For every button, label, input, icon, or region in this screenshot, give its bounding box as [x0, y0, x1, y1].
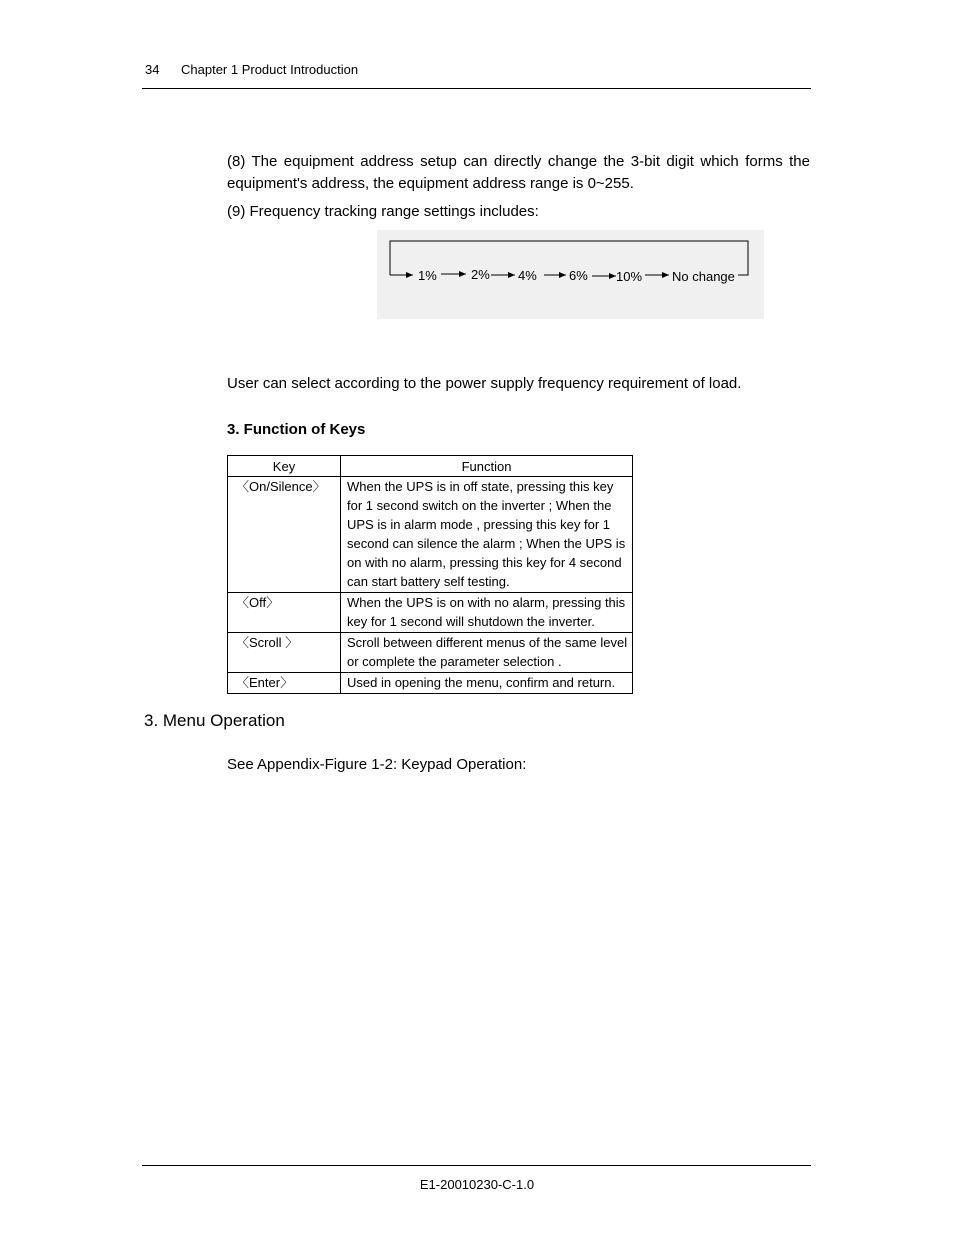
table-header-row [228, 456, 633, 477]
paragraph-frequency-tracking: (9) Frequency tracking range settings includes: [227, 203, 539, 220]
section-heading-function-of-keys: 3. Function of Keys [227, 421, 366, 438]
key-cell-off: 〈Off〉 [228, 593, 341, 633]
option-10-percent: 10% [616, 269, 643, 284]
footer-rule [142, 1165, 811, 1166]
table-row [228, 673, 633, 694]
function-cell: Used in opening the menu, confirm and return. [341, 673, 633, 694]
paragraph-address-setup: (8) The equipment address setup can directly change the 3-bit digit which forms the equipment's address, the equipment address range is 0~255. [227, 153, 810, 192]
key-cell-scroll: 〈Scroll 〉 [228, 633, 341, 673]
table-row [228, 633, 633, 673]
function-cell: Scroll between different menus of the same level or complete the parameter selection . [341, 633, 633, 673]
key-cell-on-silence: 〈On/Silence〉 [228, 477, 341, 593]
frequency-range-diagram [377, 230, 764, 319]
paragraph-select-by-load: User can select according to the power supply frequency requirement of load. [227, 375, 742, 392]
document-code: E1-20010230-C-1.0 [419, 1177, 535, 1192]
page-number: 34 [145, 62, 160, 77]
chapter-title: Chapter 1 Product Introduction [181, 62, 359, 77]
column-header-key: Key [228, 456, 341, 477]
table-row [228, 593, 633, 633]
paragraph-appendix-reference: See Appendix-Figure 1-2: Keypad Operation: [227, 756, 527, 773]
key-cell-enter: 〈Enter〉 [228, 673, 341, 694]
column-header-function: Function [341, 456, 633, 477]
option-no-change: No change [672, 269, 735, 284]
keys-table [227, 455, 633, 694]
option-2-percent: 2% [471, 267, 490, 282]
option-1-percent: 1% [418, 268, 437, 283]
frequency-diagram-svg [377, 230, 764, 319]
option-4-percent: 4% [518, 268, 537, 283]
function-cell: When the UPS is in off state, pressing this key for 1 second switch on the inverter ; When the UPS is in alarm mode , pressing this key for 1 second can silence the alarm ; When the UPS is on with no alarm, pressing this key for 4 second can start battery self testing. [341, 477, 633, 593]
function-cell: When the UPS is on with no alarm, pressing this key for 1 second will shutdown the inverter. [341, 593, 633, 633]
section-heading-menu-operation: 3. Menu Operation [144, 711, 285, 730]
header-rule [142, 88, 811, 89]
table-row [228, 477, 633, 593]
option-6-percent: 6% [569, 268, 588, 283]
